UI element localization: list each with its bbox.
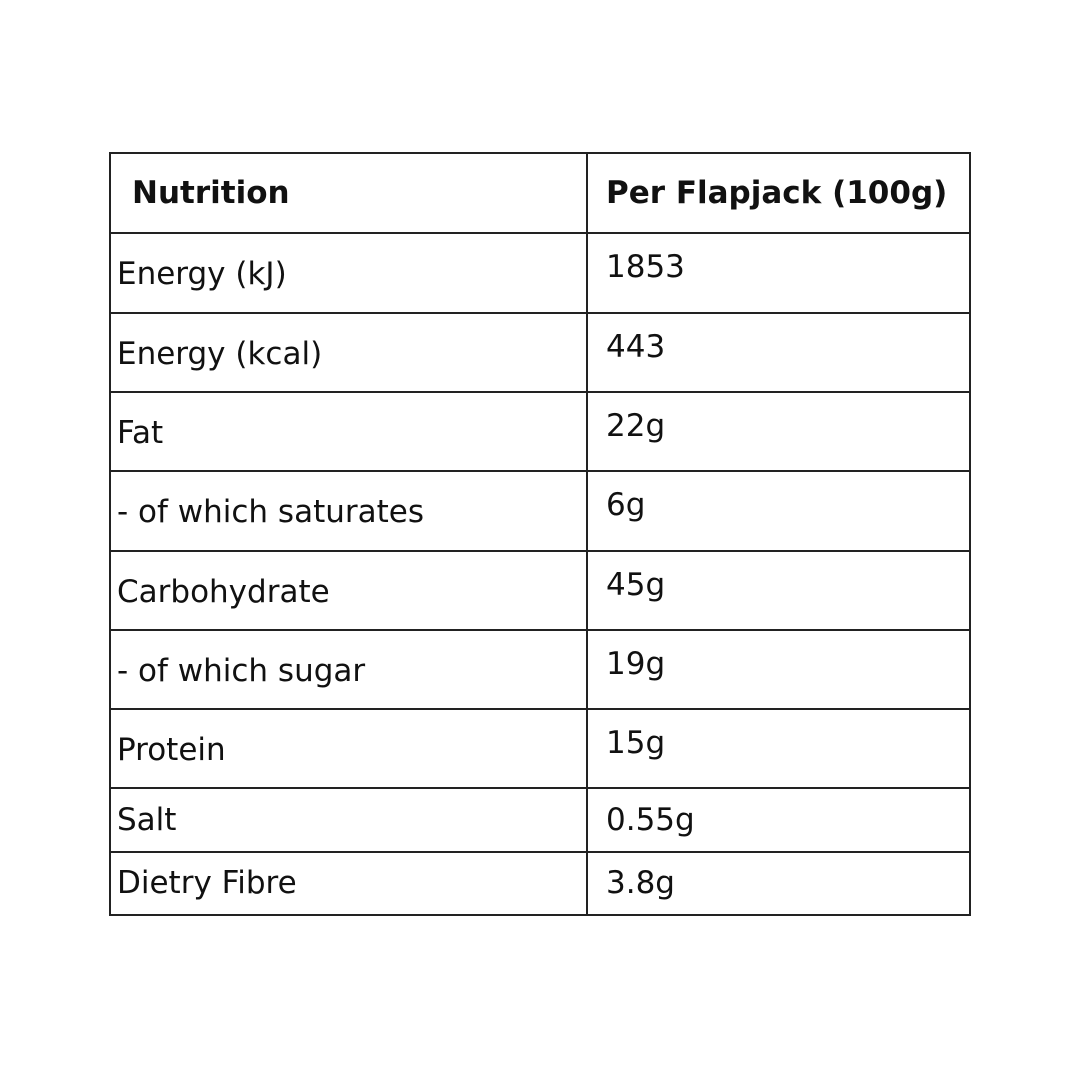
header-per-flapjack: Per Flapjack (100g)	[587, 153, 970, 233]
nutrition-table	[109, 152, 971, 916]
table-row	[110, 313, 970, 392]
table-row	[110, 852, 970, 915]
table-row	[110, 233, 970, 312]
nutrient-value: 22g	[587, 392, 970, 471]
table-row	[110, 471, 970, 550]
nutrient-name: Energy (kJ)	[110, 233, 587, 312]
nutrient-name: - of which sugar	[110, 630, 587, 709]
nutrient-name: Energy (kcal)	[110, 313, 587, 392]
table-row	[110, 551, 970, 630]
table-row	[110, 392, 970, 471]
table-header-row	[110, 153, 970, 233]
nutrient-value: 6g	[587, 471, 970, 550]
nutrient-name: Salt	[110, 788, 587, 851]
nutrient-value: 1853	[587, 233, 970, 312]
nutrient-name: - of which saturates	[110, 471, 587, 550]
nutrient-value: 3.8g	[587, 852, 970, 915]
nutrient-name: Dietry Fibre	[110, 852, 587, 915]
nutrient-value: 19g	[587, 630, 970, 709]
table-row	[110, 630, 970, 709]
table-row	[110, 788, 970, 851]
nutrient-value: 443	[587, 313, 970, 392]
nutrient-value: 0.55g	[587, 788, 970, 851]
nutrient-name: Protein	[110, 709, 587, 788]
nutrient-name: Fat	[110, 392, 587, 471]
nutrient-name: Carbohydrate	[110, 551, 587, 630]
nutrient-value: 15g	[587, 709, 970, 788]
nutrient-value: 45g	[587, 551, 970, 630]
table-row	[110, 709, 970, 788]
header-nutrition: Nutrition	[110, 153, 587, 233]
